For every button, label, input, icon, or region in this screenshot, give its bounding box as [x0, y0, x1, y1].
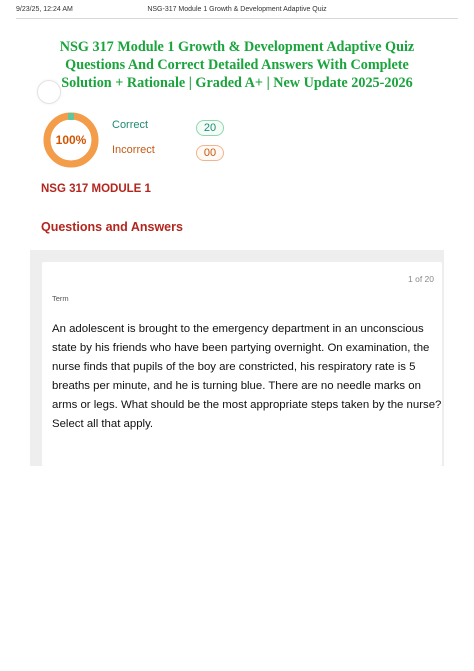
section-heading: Questions and Answers — [41, 220, 183, 234]
header-divider — [16, 18, 458, 19]
module-title: NSG 317 MODULE 1 — [41, 183, 151, 195]
correct-label: Correct — [112, 119, 149, 131]
print-datetime: 9/23/25, 12:24 AM — [16, 6, 73, 13]
incorrect-count-badge: 00 — [196, 145, 224, 161]
question-text: An adolescent is brought to the emergency department in an unconscious state by his friends who have been partying overnight. On examination, the nurse finds that pupils of the boy are constricted, his respiratory rate is 5 breaths per minute, and he is turning blue. There are no needle marks on arms or legs. What should be the most appropriate steps taken by the nurse? Select all that apply. — [52, 323, 442, 430]
correct-count-badge: 20 — [196, 120, 224, 136]
score-percent: 100% — [55, 133, 87, 147]
score-ring — [42, 111, 100, 169]
term-label: Term — [52, 294, 69, 303]
loading-circle-icon — [37, 80, 61, 104]
flashcard[interactable] — [42, 262, 442, 466]
print-doc-name: NSG-317 Module 1 Growth & Development Adaptive Quiz — [147, 6, 327, 13]
card-counter: 1 of 20 — [408, 274, 434, 284]
print-header — [0, 0, 474, 24]
document-title: NSG 317 Module 1 Growth & Development Adaptive Quiz Questions And Correct Detailed Answers With Complete Solution + Rationale | Graded A+ | New Update 2025-2026 — [59, 39, 415, 91]
incorrect-label: Incorrect — [112, 144, 155, 156]
